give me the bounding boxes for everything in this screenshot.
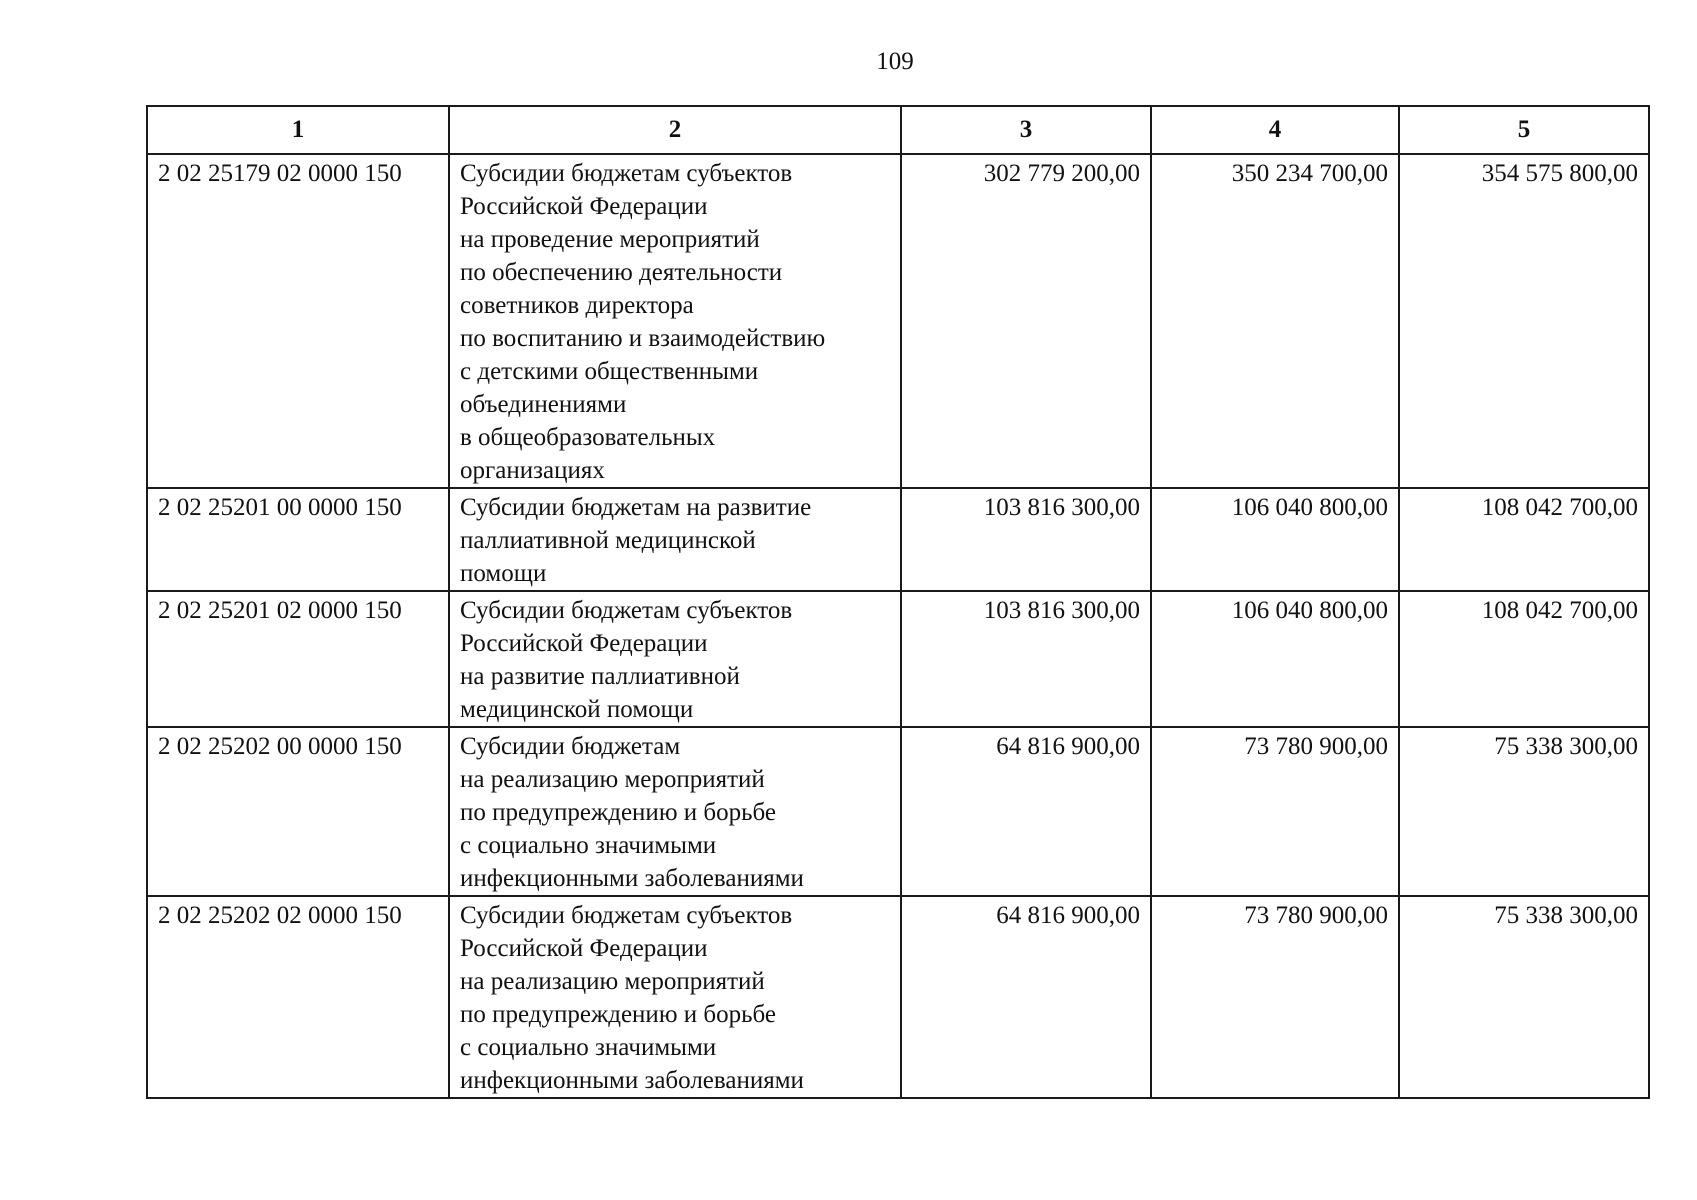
column-header-1: 1	[147, 106, 449, 154]
amount-col5-cell: 75 338 300,00	[1399, 896, 1649, 1098]
description-line: помощи	[460, 560, 547, 587]
header-row	[147, 106, 1649, 154]
description-cell	[449, 727, 901, 896]
description-line: по обеспечению деятельности	[460, 259, 783, 286]
column-header-2: 2	[449, 106, 901, 154]
column-header-5: 5	[1399, 106, 1649, 154]
description-line: с социально значимыми	[460, 832, 717, 859]
description-line: на реализацию мероприятий	[460, 968, 765, 995]
amount-col3-cell: 103 816 300,00	[901, 591, 1151, 727]
column-header-3: 3	[901, 106, 1151, 154]
description-line: Субсидии бюджетам на развитие	[460, 494, 812, 521]
description-line: с социально значимыми	[460, 1034, 717, 1061]
description-line: на развитие паллиативной	[460, 663, 740, 690]
description-line: организациях	[460, 457, 605, 484]
description-line: объединениями	[460, 391, 627, 418]
description-line: в общеобразовательных	[460, 424, 716, 451]
budget-code-cell: 2 02 25201 00 0000 150	[147, 488, 449, 591]
amount-col4-cell: 106 040 800,00	[1151, 591, 1399, 727]
description-line: на реализацию мероприятий	[460, 766, 765, 793]
description-line: по предупреждению и борьбе	[460, 799, 776, 826]
amount-col4-cell: 106 040 800,00	[1151, 488, 1399, 591]
description-line: Субсидии бюджетам субъектов	[460, 160, 793, 187]
description-line: Субсидии бюджетам субъектов	[460, 902, 793, 929]
description-cell	[449, 154, 901, 488]
description-cell	[449, 591, 901, 727]
table-row	[147, 896, 1649, 1098]
description-line: по предупреждению и борьбе	[460, 1001, 776, 1028]
budget-table	[146, 105, 1650, 1099]
amount-col5-cell: 108 042 700,00	[1399, 488, 1649, 591]
description-line: на проведение мероприятий	[460, 226, 760, 253]
table-row	[147, 154, 1649, 488]
amount-col5-cell: 75 338 300,00	[1399, 727, 1649, 896]
table-row	[147, 488, 1649, 591]
description-line: Субсидии бюджетам	[460, 733, 681, 760]
table-row	[147, 591, 1649, 727]
amount-col5-cell: 108 042 700,00	[1399, 591, 1649, 727]
amount-col3-cell: 103 816 300,00	[901, 488, 1151, 591]
amount-col3-cell: 302 779 200,00	[901, 154, 1151, 488]
amount-col3-cell: 64 816 900,00	[901, 727, 1151, 896]
description-line: советников директора	[460, 292, 694, 319]
description-line: с детскими общественными	[460, 358, 759, 385]
description-line: Российской Федерации	[460, 630, 708, 657]
budget-code-cell: 2 02 25201 02 0000 150	[147, 591, 449, 727]
amount-col4-cell: 73 780 900,00	[1151, 727, 1399, 896]
amount-col4-cell: 350 234 700,00	[1151, 154, 1399, 488]
description-line: Российской Федерации	[460, 935, 708, 962]
table-body	[147, 154, 1649, 1098]
column-header-4: 4	[1151, 106, 1399, 154]
description-line: медицинской помощи	[460, 696, 694, 723]
amount-col5-cell: 354 575 800,00	[1399, 154, 1649, 488]
budget-code-cell: 2 02 25202 02 0000 150	[147, 896, 449, 1098]
budget-code-cell: 2 02 25179 02 0000 150	[147, 154, 449, 488]
description-line: Российской Федерации	[460, 193, 708, 220]
description-line: инфекционными заболеваниями	[460, 865, 804, 892]
description-line: Субсидии бюджетам субъектов	[460, 597, 793, 624]
amount-col4-cell: 73 780 900,00	[1151, 896, 1399, 1098]
description-cell	[449, 896, 901, 1098]
amount-col3-cell: 64 816 900,00	[901, 896, 1151, 1098]
budget-code-cell: 2 02 25202 00 0000 150	[147, 727, 449, 896]
description-cell	[449, 488, 901, 591]
page-number: 109	[876, 48, 914, 75]
description-line: по воспитанию и взаимодействию	[460, 325, 826, 352]
table-row	[147, 727, 1649, 896]
description-line: инфекционными заболеваниями	[460, 1067, 804, 1094]
description-line: паллиативной медицинской	[460, 527, 756, 554]
